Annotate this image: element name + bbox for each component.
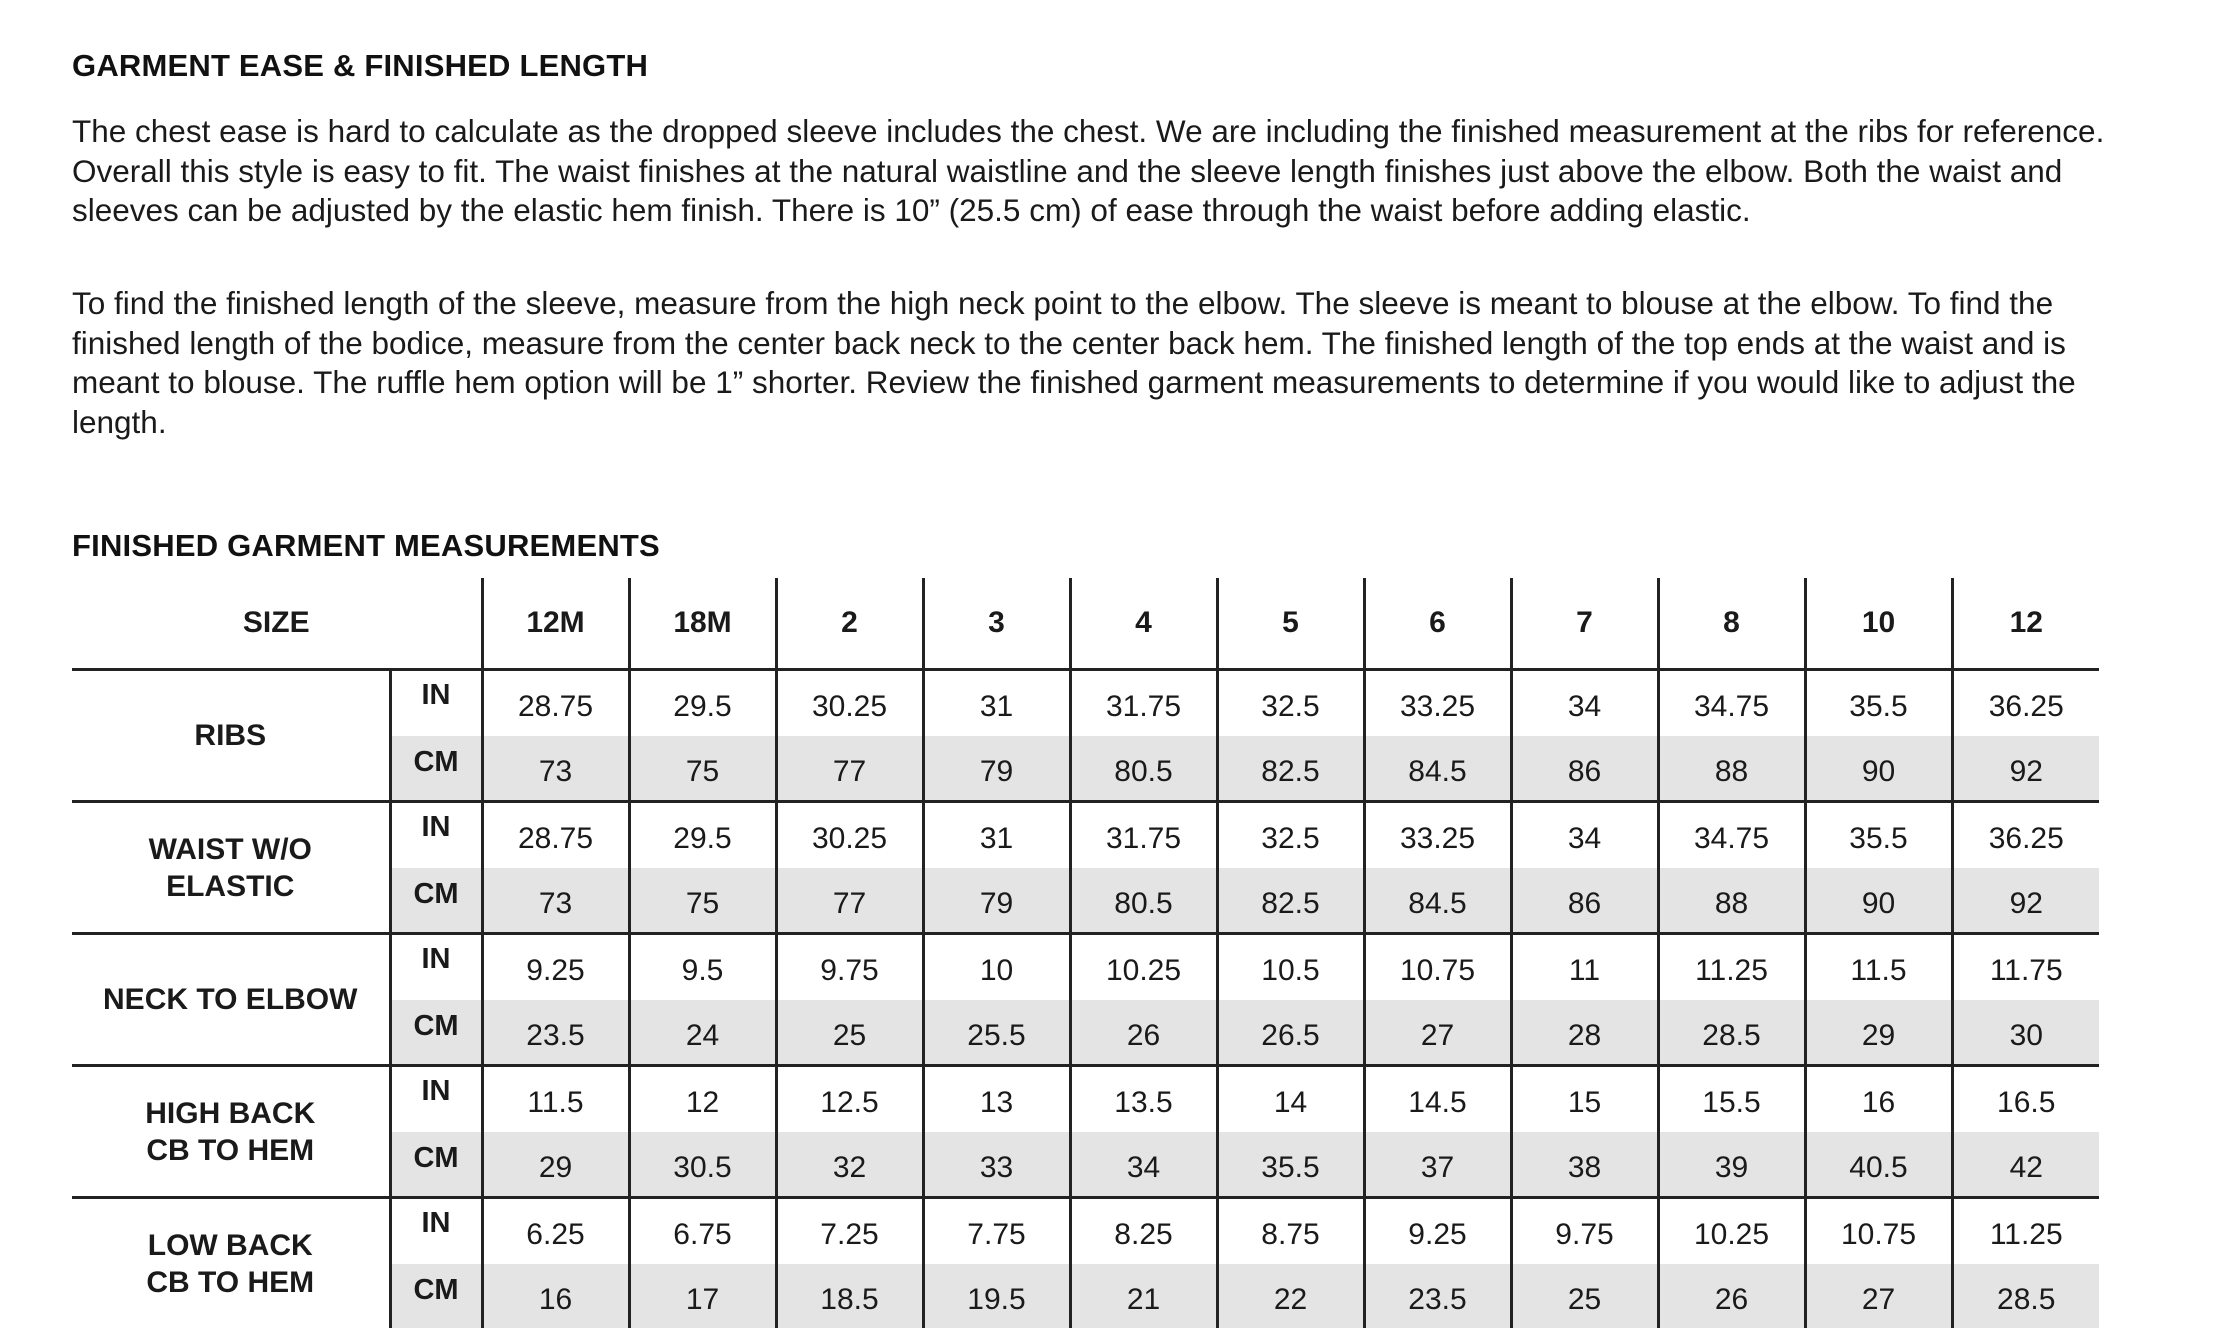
cell-in: 9.75 xyxy=(776,934,923,1001)
cell-in: 32.5 xyxy=(1217,670,1364,737)
cell-cm: 30 xyxy=(1952,1000,2099,1066)
cell-in: 36.25 xyxy=(1952,802,2099,869)
cell-in: 10.75 xyxy=(1805,1198,1952,1265)
size-header-cell: 2 xyxy=(776,578,923,670)
cell-cm: 82.5 xyxy=(1217,736,1364,802)
measurements-table xyxy=(72,578,2099,1328)
table-row xyxy=(72,1066,2099,1133)
size-header-cell: 6 xyxy=(1364,578,1511,670)
cell-in: 6.75 xyxy=(629,1198,776,1265)
cell-cm: 77 xyxy=(776,736,923,802)
cell-cm: 86 xyxy=(1511,868,1658,934)
unit-label-in: IN xyxy=(390,1198,482,1265)
cell-in: 14 xyxy=(1217,1066,1364,1133)
cell-cm: 73 xyxy=(482,868,629,934)
cell-in: 7.75 xyxy=(923,1198,1070,1265)
cell-cm: 86 xyxy=(1511,736,1658,802)
cell-cm: 28 xyxy=(1511,1000,1658,1066)
cell-in: 12.5 xyxy=(776,1066,923,1133)
cell-cm: 35.5 xyxy=(1217,1132,1364,1198)
table-row xyxy=(72,1198,2099,1265)
row-label: WAIST W/O ELASTIC xyxy=(72,802,390,934)
cell-in: 11.25 xyxy=(1658,934,1805,1001)
cell-in: 35.5 xyxy=(1805,670,1952,737)
cell-in: 9.25 xyxy=(482,934,629,1001)
cell-in: 33.25 xyxy=(1364,670,1511,737)
cell-cm: 25 xyxy=(1511,1264,1658,1328)
size-header-cell: 5 xyxy=(1217,578,1364,670)
cell-cm: 28.5 xyxy=(1658,1000,1805,1066)
cell-cm: 24 xyxy=(629,1000,776,1066)
cell-in: 15.5 xyxy=(1658,1066,1805,1133)
cell-in: 13.5 xyxy=(1070,1066,1217,1133)
cell-cm: 92 xyxy=(1952,736,2099,802)
cell-cm: 90 xyxy=(1805,736,1952,802)
cell-cm: 84.5 xyxy=(1364,736,1511,802)
cell-in: 36.25 xyxy=(1952,670,2099,737)
cell-cm: 30.5 xyxy=(629,1132,776,1198)
unit-label-in: IN xyxy=(390,1066,482,1133)
cell-in: 9.5 xyxy=(629,934,776,1001)
cell-cm: 77 xyxy=(776,868,923,934)
cell-cm: 84.5 xyxy=(1364,868,1511,934)
ease-paragraph-2: To find the finished length of the sleeve, measure from the high neck point to the elbow. The sleeve is meant to blouse at the elbow. To find the finished length of the bodice, measure from the center back neck to the center back hem. The finished length of the top ends at the waist and is meant to blouse. The ruffle hem option will be 1” shorter. Review the finished garment measurements to determine if you would like to adjust the length. xyxy=(72,284,2162,442)
cell-cm: 29 xyxy=(1805,1000,1952,1066)
cell-in: 29.5 xyxy=(629,802,776,869)
header-row xyxy=(72,578,2099,670)
unit-label-cm: CM xyxy=(390,1264,482,1328)
cell-in: 30.25 xyxy=(776,802,923,869)
cell-cm: 88 xyxy=(1658,736,1805,802)
cell-in: 10.5 xyxy=(1217,934,1364,1001)
cell-cm: 92 xyxy=(1952,868,2099,934)
cell-in: 11 xyxy=(1511,934,1658,1001)
cell-in: 15 xyxy=(1511,1066,1658,1133)
cell-in: 11.5 xyxy=(1805,934,1952,1001)
cell-in: 11.5 xyxy=(482,1066,629,1133)
cell-cm: 17 xyxy=(629,1264,776,1328)
cell-cm: 40.5 xyxy=(1805,1132,1952,1198)
table-row xyxy=(72,934,2099,1001)
size-header-cell: 12 xyxy=(1952,578,2099,670)
cell-cm: 80.5 xyxy=(1070,868,1217,934)
measurements-body xyxy=(72,670,2099,1328)
cell-cm: 18.5 xyxy=(776,1264,923,1328)
cell-cm: 26.5 xyxy=(1217,1000,1364,1066)
size-header-cell: 8 xyxy=(1658,578,1805,670)
cell-cm: 80.5 xyxy=(1070,736,1217,802)
ease-paragraph-1: The chest ease is hard to calculate as the dropped sleeve includes the chest. We are including the finished measurement at the ribs for reference. Overall this style is easy to fit. The waist finishes at the natural waistline and the sleeve length finishes just above the elbow. Both the waist and sleeves can be adjusted by the elastic hem finish. There is 10” (25.5 cm) of ease through the waist before adding elastic. xyxy=(72,112,2162,231)
cell-in: 31 xyxy=(923,802,1070,869)
cell-in: 10.25 xyxy=(1070,934,1217,1001)
cell-in: 30.25 xyxy=(776,670,923,737)
cell-in: 28.75 xyxy=(482,670,629,737)
cell-in: 8.25 xyxy=(1070,1198,1217,1265)
row-label: HIGH BACK CB TO HEM xyxy=(72,1066,390,1198)
unit-label-cm: CM xyxy=(390,1132,482,1198)
cell-cm: 26 xyxy=(1658,1264,1805,1328)
cell-in: 7.25 xyxy=(776,1198,923,1265)
cell-cm: 39 xyxy=(1658,1132,1805,1198)
cell-in: 33.25 xyxy=(1364,802,1511,869)
cell-cm: 34 xyxy=(1070,1132,1217,1198)
row-label: RIBS xyxy=(72,670,390,802)
cell-cm: 23.5 xyxy=(1364,1264,1511,1328)
size-header-cell: 18M xyxy=(629,578,776,670)
cell-cm: 73 xyxy=(482,736,629,802)
cell-cm: 25 xyxy=(776,1000,923,1066)
cell-in: 8.75 xyxy=(1217,1198,1364,1265)
cell-in: 12 xyxy=(629,1066,776,1133)
unit-label-in: IN xyxy=(390,670,482,737)
cell-cm: 33 xyxy=(923,1132,1070,1198)
cell-in: 34 xyxy=(1511,802,1658,869)
size-header-cell: 7 xyxy=(1511,578,1658,670)
cell-in: 11.75 xyxy=(1952,934,2099,1001)
cell-cm: 75 xyxy=(629,868,776,934)
cell-in: 34.75 xyxy=(1658,802,1805,869)
cell-cm: 23.5 xyxy=(482,1000,629,1066)
size-header-cell: 3 xyxy=(923,578,1070,670)
cell-in: 32.5 xyxy=(1217,802,1364,869)
cell-in: 28.75 xyxy=(482,802,629,869)
cell-cm: 90 xyxy=(1805,868,1952,934)
cell-in: 31.75 xyxy=(1070,802,1217,869)
cell-cm: 16 xyxy=(482,1264,629,1328)
cell-cm: 19.5 xyxy=(923,1264,1070,1328)
cell-cm: 26 xyxy=(1070,1000,1217,1066)
cell-in: 9.75 xyxy=(1511,1198,1658,1265)
cell-in: 29.5 xyxy=(629,670,776,737)
cell-cm: 79 xyxy=(923,868,1070,934)
size-header-cell: 10 xyxy=(1805,578,1952,670)
cell-in: 9.25 xyxy=(1364,1198,1511,1265)
cell-cm: 82.5 xyxy=(1217,868,1364,934)
size-header-cell: 12M xyxy=(482,578,629,670)
cell-cm: 88 xyxy=(1658,868,1805,934)
row-label: NECK TO ELBOW xyxy=(72,934,390,1066)
cell-in: 16 xyxy=(1805,1066,1952,1133)
table-row xyxy=(72,802,2099,869)
cell-in: 34 xyxy=(1511,670,1658,737)
row-label: LOW BACK CB TO HEM xyxy=(72,1198,390,1328)
cell-cm: 21 xyxy=(1070,1264,1217,1328)
cell-in: 31.75 xyxy=(1070,670,1217,737)
cell-cm: 29 xyxy=(482,1132,629,1198)
cell-cm: 37 xyxy=(1364,1132,1511,1198)
unit-label-cm: CM xyxy=(390,736,482,802)
cell-cm: 28.5 xyxy=(1952,1264,2099,1328)
cell-cm: 22 xyxy=(1217,1264,1364,1328)
cell-in: 34.75 xyxy=(1658,670,1805,737)
ease-section-title: GARMENT EASE & FINISHED LENGTH xyxy=(72,48,648,84)
cell-cm: 38 xyxy=(1511,1132,1658,1198)
unit-label-cm: CM xyxy=(390,868,482,934)
size-header: SIZE xyxy=(72,578,482,670)
cell-in: 10.75 xyxy=(1364,934,1511,1001)
cell-in: 6.25 xyxy=(482,1198,629,1265)
unit-label-in: IN xyxy=(390,802,482,869)
cell-in: 14.5 xyxy=(1364,1066,1511,1133)
cell-in: 10 xyxy=(923,934,1070,1001)
cell-in: 16.5 xyxy=(1952,1066,2099,1133)
cell-cm: 75 xyxy=(629,736,776,802)
cell-cm: 27 xyxy=(1364,1000,1511,1066)
cell-in: 31 xyxy=(923,670,1070,737)
cell-in: 10.25 xyxy=(1658,1198,1805,1265)
measurements-title: FINISHED GARMENT MEASUREMENTS xyxy=(72,528,660,564)
cell-in: 11.25 xyxy=(1952,1198,2099,1265)
cell-cm: 79 xyxy=(923,736,1070,802)
unit-label-cm: CM xyxy=(390,1000,482,1066)
cell-cm: 25.5 xyxy=(923,1000,1070,1066)
cell-in: 13 xyxy=(923,1066,1070,1133)
cell-in: 35.5 xyxy=(1805,802,1952,869)
cell-cm: 32 xyxy=(776,1132,923,1198)
cell-cm: 27 xyxy=(1805,1264,1952,1328)
cell-cm: 42 xyxy=(1952,1132,2099,1198)
unit-label-in: IN xyxy=(390,934,482,1001)
table-row xyxy=(72,670,2099,737)
size-header-cell: 4 xyxy=(1070,578,1217,670)
